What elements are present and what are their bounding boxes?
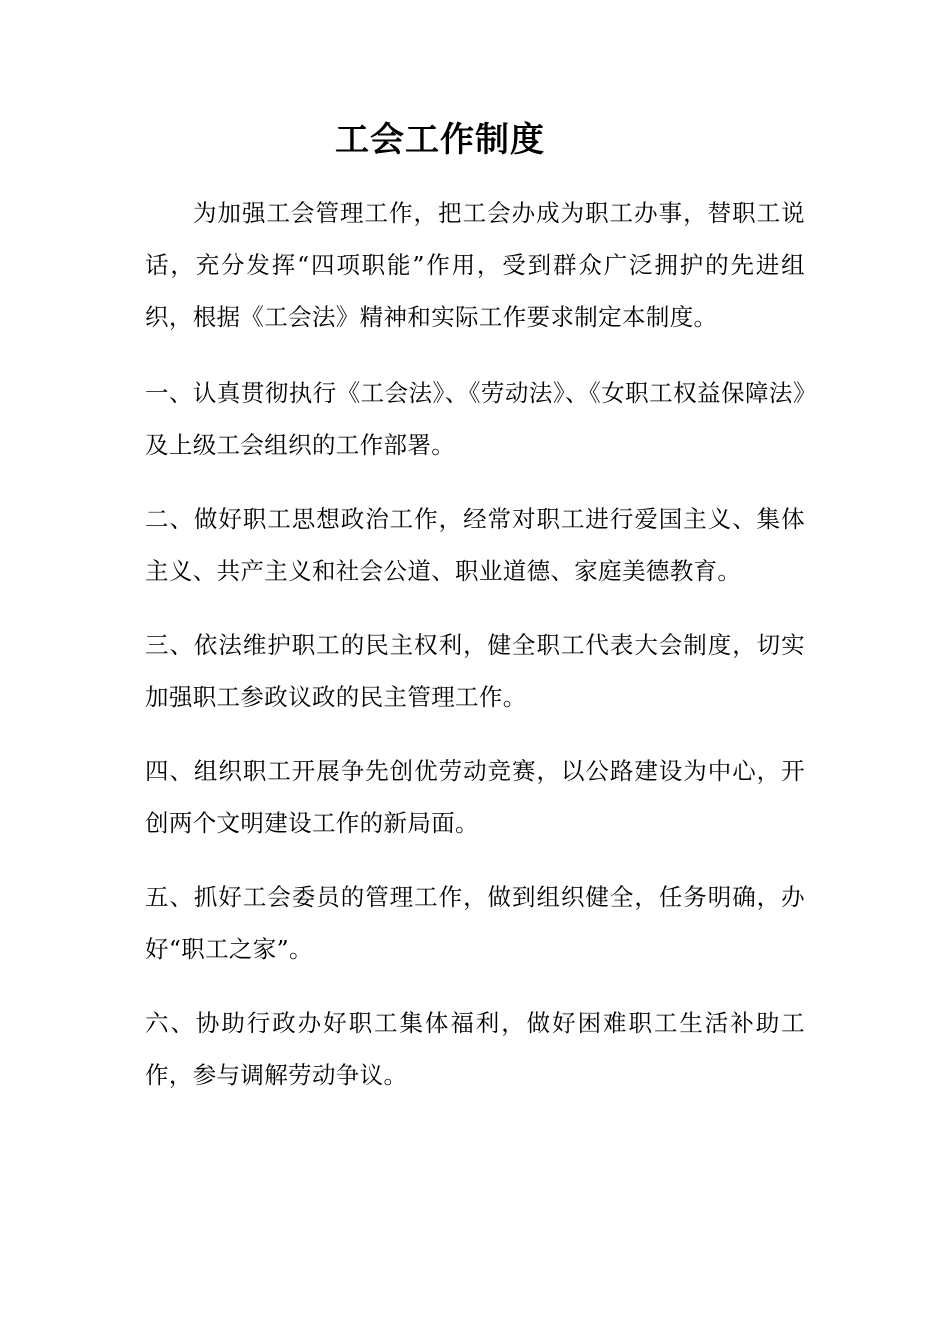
rule-item-1: 一、认真贯彻执行《工会法》、《劳动法》、《女职工权益保障法》及上级工会组织的工作部署。 [145, 379, 805, 459]
rule-item-4: 四、组织职工开展争先创优劳动竞赛，以公路建设为中心，开创两个文明建设工作的新局面。 [145, 757, 805, 837]
rule-item-2: 二、做好职工思想政治工作，经常对职工进行爱国主义、集体主义、共产主义和社会公道、职业道德、家庭美德教育。 [145, 505, 805, 585]
rule-item-3: 三、依法维护职工的民主权利，健全职工代表大会制度，切实加强职工参政议政的民主管理工作。 [145, 631, 805, 711]
document-title: 工会工作制度 [335, 120, 545, 160]
document-body [145, 187, 805, 1123]
intro-paragraph: 为加强工会管理工作，把工会办成为职工办事，替职工说话，充分发挥“四项职能”作用，受到群众广泛拥护的先进组织，根据《工会法》精神和实际工作要求制定本制度。 [145, 199, 805, 331]
rule-item-6: 六、协助行政办好职工集体福利，做好困难职工生活补助工作，参与调解劳动争议。 [145, 1009, 805, 1089]
rule-item-5: 五、抓好工会委员的管理工作，做到组织健全，任务明确，办好“职工之家”。 [145, 883, 805, 963]
